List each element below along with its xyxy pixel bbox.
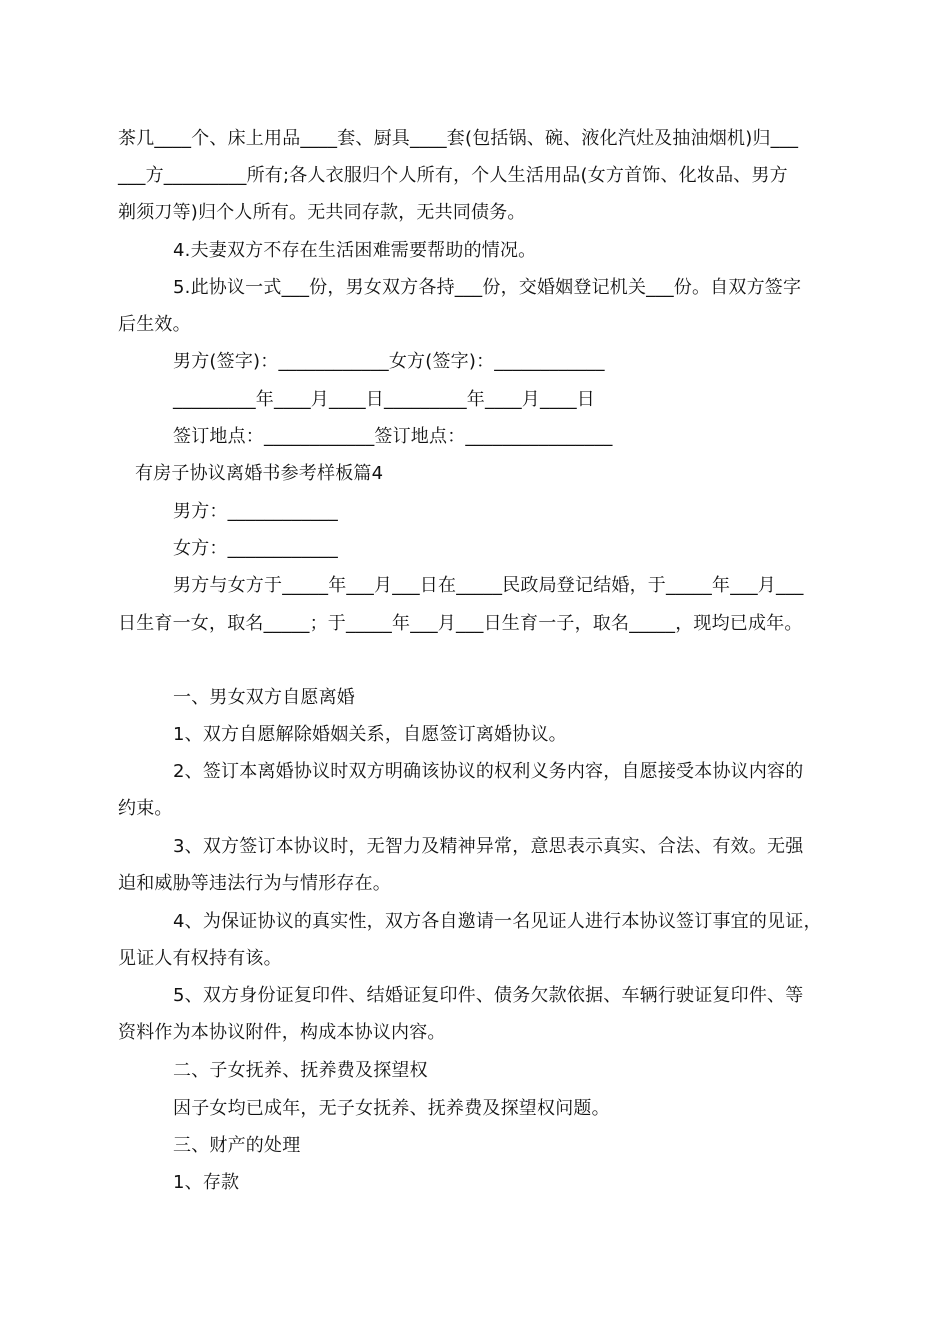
female-party-line: 女方：____________	[173, 538, 338, 559]
clause-3: 3、双方签订本协议时，无智力及精神异常，意思表示真实、合法、有效。无强	[173, 836, 804, 857]
clause-1: 1、双方自愿解除婚姻关系，自愿签订离婚协议。	[173, 724, 567, 745]
text-line-3: 剃须刀等)归个人所有。无共同存款，无共同债务。	[118, 202, 526, 223]
clause-3-cont: 迫和威胁等违法行为与情形存在。	[118, 873, 391, 894]
heading-three: 三、财产的处理	[173, 1135, 301, 1156]
location-line: 签订地点：____________签订地点：________________	[173, 426, 613, 447]
heading-one: 一、男女双方自愿离婚	[173, 687, 355, 708]
clause-5: 5、双方身份证复印件、结婚证复印件、债务欠款依据、车辆行驶证复印件、等	[173, 985, 804, 1006]
text-line-14: 日生育一女，取名_____；于_____年___月___日生育一子，取名_____，现均已成年。	[118, 613, 803, 634]
subheading-savings: 1、存款	[173, 1172, 240, 1193]
clause-4: 4、为保证协议的真实性，双方各自邀请一名见证人进行本协议签订事宜的见证，	[173, 911, 822, 932]
clause-5-cont: 资料作为本协议附件，构成本协议内容。	[118, 1022, 446, 1043]
text-line-1: 茶几____个、床上用品____套、厨具____套(包括锅、碗、液化汽灶及抽油烟机)归___	[118, 128, 799, 149]
heading-two-body: 因子女均已成年，无子女抚养、抚养费及探望权问题。	[173, 1098, 610, 1119]
text-line-5: 5.此协议一式___份，男女双方各持___份，交婚姻登记机关___份。自双方签字	[173, 277, 802, 298]
clause-4-cont: 见证人有权持有该。	[118, 948, 282, 969]
clause-2-cont: 约束。	[118, 798, 173, 819]
heading-two: 二、子女抚养、抚养费及探望权	[173, 1060, 428, 1081]
clause-2: 2、签订本离婚协议时双方明确该协议的权利义务内容，自愿接受本协议内容的	[173, 761, 804, 782]
section-title: 有房子协议离婚书参考样板篇4	[135, 463, 384, 484]
text-line-6: 后生效。	[118, 314, 191, 335]
male-party-line: 男方：____________	[173, 501, 338, 522]
signature-line: 男方(签字)：____________女方(签字)：____________	[173, 351, 605, 372]
date-line: _________年____月____日_________年____月____日	[173, 389, 595, 410]
text-line-4: 4.夫妻双方不存在生活困难需要帮助的情况。	[173, 240, 537, 261]
text-line-13: 男方与女方于_____年___月___日在_____民政局登记结婚，于_____年___月___	[173, 575, 804, 596]
text-line-2: ___方_________所有;各人衣服归个人所有，个人生活用品(女方首饰、化妆品、男方	[118, 165, 788, 186]
